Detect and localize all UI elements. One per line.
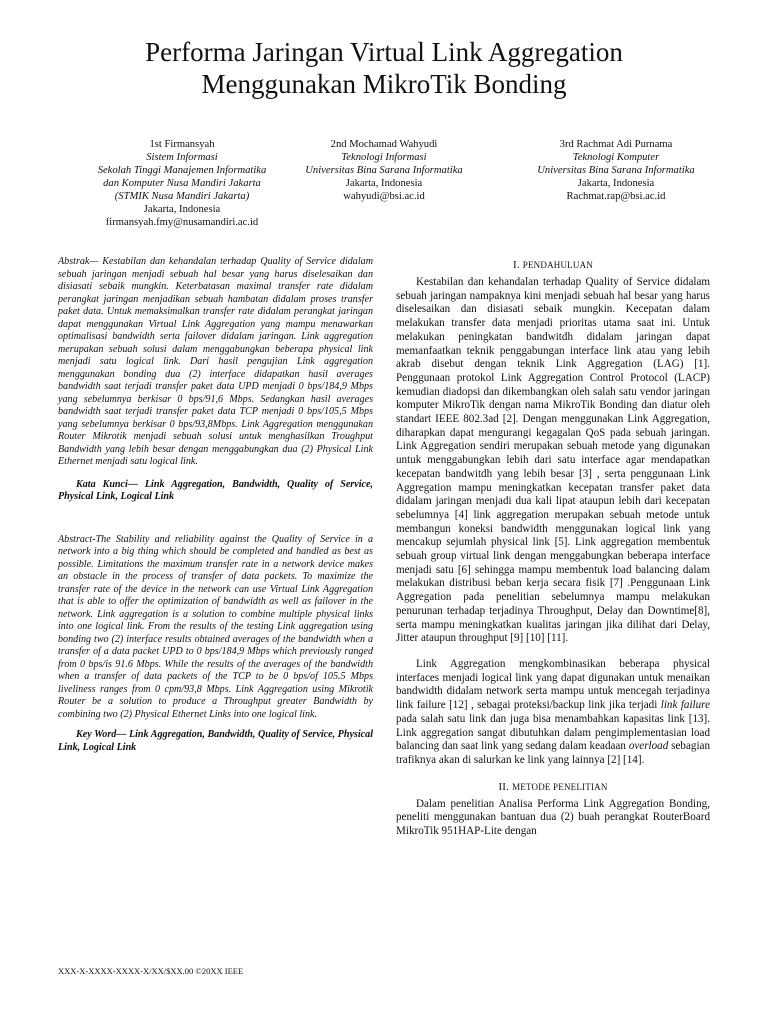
author-city: Jakarta, Indonesia xyxy=(143,204,221,215)
keywords-indonesian: Kata Kunci— Link Aggregation, Bandwidth, Quality of Service, Physical Link, Logical Link xyxy=(58,478,373,502)
author-email: firmansyah.fmy@nusamandiri.ac.id xyxy=(105,217,259,228)
author-affiliation: dan Komputer Nusa Mandiri Jakarta xyxy=(103,178,261,189)
author-affiliation: Sekolah Tinggi Manajemen Informatika xyxy=(97,165,267,176)
author-affiliation: Sistem Informasi xyxy=(146,152,218,163)
title-line-1: Performa Jaringan Virtual Link Aggregation xyxy=(145,37,623,67)
author-name: 3rd Rachmat Adi Purnama xyxy=(559,139,673,150)
author-name: 1st Firmansyah xyxy=(149,139,215,150)
author-block-3 xyxy=(496,138,736,203)
section-numeral: II. xyxy=(498,780,510,793)
author-affiliation: Teknologi Komputer xyxy=(572,152,660,163)
section-title: PENDAHULUAN xyxy=(522,260,593,270)
abstract-english: Abstract-The Stability and reliability against the Quality of Service in a network into a big thing which should be completed and handled as best as possible. Limitations the maximum transfer rate in a network device makes an obstacle in the process of transfer of data packets. To maximize the transfer rate of the device in the network can use Virtual Link Aggregation that is able to offer the optimization of bandwidth as well as failover in the network. Link aggregation is a solution to combine multiple physical links into one logical link. From the results of the testing Link aggregation using bonding two (2) interface results obtained averages of the bandwidth when a transfer of a data packet UPD to 0 bps/184,9 Mbps which previously ranged from 0 bps/is 91.6 Mbps. While the results of the averages of the bandwidth when a transfer of data packets of the TCP to be 0 bps/of 105.5 Mbps liveliness ranges from 0 cpm/93,8 Mbps. Link Aggregation using Mikrotik Router be a solution to produce a Throughput greater Bandwidth by combining two (2) Physical Ethernet Links into one logical link. xyxy=(58,533,373,720)
author-affiliation: Universitas Bina Sarana Informatika xyxy=(537,165,695,176)
author-email: Rachmat.rap@bsi.ac.id xyxy=(566,191,666,202)
author-block-2 xyxy=(264,138,504,203)
emphasis-text: overload xyxy=(628,740,669,753)
author-name: 2nd Mochamad Wahyudi xyxy=(330,139,438,150)
intro-paragraph-1: Kestabilan dan kehandalan terhadap Quality of Service didalam sebuah jaringan nampaknya kini menjadi sebuah hal besar yang harus diselesaikan dan disiasati sebaik mungkin. Kecepatan dalam melakukan transfer data menjadi prioritas utama saat ini. Untuk melakukan peningkatan bandwitdh didalam jaringan dapat memanfaatkan teknik penggabungan interface link atau yang lebih akrab disebut dengan teknik Link Aggregation (LAG) [1]. Penggunaan protokol Link Aggregation Control Protocol (LACP) kemudian diadopsi dan dikembangkan oleh salah satu vendor jaringan komputer MikroTik dengan nama MikroTik Bonding dan diatur oleh standart IEEE 802.3ad [2]. Dengan menggunakan Link Aggregation, diharapkan dapat mengurangi kegagalan QoS pada sebuah jaringan. Link Aggregation sendiri merupakan sebuah metode yang digunakan untuk menggabungkan lebih dari satu interface agar mendapatkan kecepatan bandwitdh yang lebih besar [3] , serta penggunaan Link Aggregation mampu meningkatkan kecepatan transfer paket data didalam jaringan menjadi dua kali lipat ataupun lebih dari kecepatan sebelumnya [4] link aggregation merupakan sebuah metode untuk membangun koneksi bandwidth menggunakan logical link yang mencakup sejumlah physical link [5]. Link aggregation membentuk sebuah group virtual link dengan menggabungkan beberapa interface menjadi satu [6] sehingga mampu membentuk load balancing dalam melakukan distribusi beban kerja secara fisik [7] .Penggunaan Link Aggregation pada penelitian sebelumnya mampu melakukan penurunan terhadap terjadinya Throughput, Delay dan Downtime[8], serta mampu meningkatkan kualitas jaringan jika dilihat dari Delay, Jitter ataupun throughput [9] [10] [11]. xyxy=(396,276,710,645)
emphasis-text: link failure xyxy=(660,699,710,712)
author-affiliation: (STMIK Nusa Mandiri Jakarta) xyxy=(114,191,250,202)
copyright-footer: XXX-X-XXXX-XXXX-X/XX/$XX.00 ©20XX IEEE xyxy=(58,966,244,976)
author-affiliation: Teknologi Informasi xyxy=(341,152,427,163)
text-run: Link Aggregation mengkombinasikan beberapa physical interfaces menjadi logical link yang dapat digunakan untuk menaikan bandwidth didalam network serta mampu untuk mencegah terjadinya link failure [12] , sebagai proteksi/backup link jika terjadi xyxy=(396,657,710,712)
text-run: pada salah satu link dan juga bisa menambahkan kapasitas link [13]. Link aggregation sangat dibutuhkan dalam pengimplementasian load balancing dan saat link yang sedang dalam keadaan xyxy=(396,712,710,753)
section-title: METODE PENELITIAN xyxy=(512,781,608,792)
paper-title xyxy=(40,36,728,100)
author-city: Jakarta, Indonesia xyxy=(345,178,423,189)
methods-paragraph-1: Dalam penelitian Analisa Performa Link Aggregation Bonding, peneliti menggunakan bantuan dua (2) buah perangkat RouterBoard MikroTik 951HAP-Lite dengan xyxy=(396,797,710,838)
author-affiliation: Universitas Bina Sarana Informatika xyxy=(305,165,463,176)
keywords-english: Key Word— Link Aggregation, Bandwidth, Quality of Service, Physical Link, Logical Link xyxy=(58,729,373,753)
title-line-2: Menggunakan MikroTik Bonding xyxy=(201,69,567,99)
right-column xyxy=(396,258,710,839)
author-city: Jakarta, Indonesia xyxy=(577,178,655,189)
intro-paragraph-2 xyxy=(396,658,710,768)
abstract-indonesian: Abstrak— Kestabilan dan kehandalan terhadap Quality of Service didalam sebuah jaringan menjadi sebuah hal besar yang harus diselesaikan dan disiasati sebaik mungkin. Keterbatasan maximal transfer rate didalam perangkat jaringan menjadikan sebuah hambatan didalam proses transfer paket data. Untuk memaksimalkan transfer rate didalam perangkat jaringan dapat menggunakan Virtual Link Aggregation yang mampu menawarkan optimalisasi bandwidth serta failover didalam jaringan. Link aggregation merupakan sebuah solusi dalam menggabungkan beberapa physical link menjadi satu logical link. Dari hasil pengujian Link aggregation menggunakan bonding dua (2) interface didapatkan hasil averages bandwidth saat terjadi transfer paket data UPD menjadi 0 bps/184,9 Mbps yang sebelumnya berkisar 0 bps/91,6 Mbps. Sedangkan hasil averages bandwidth saat terjadi transfer paket data TCP menjadi 0 bps/105,5 Mbps yang sebelumnya berkisar 0 bps/93,8Mbps. Link Aggregation menggunakan Router Mikrotik menjadi sebuah solusi untuk menghasilkan Troughput Bandwidth yang lebih besar dengan menggabungkan dua (2) Physical Link Ethernet menjadi satu logical link. xyxy=(58,256,373,467)
author-email: wahyudi@bsi.ac.id xyxy=(343,191,425,202)
section-heading-methods xyxy=(396,780,710,794)
section-heading-introduction xyxy=(396,258,710,272)
section-numeral: I. xyxy=(513,259,520,271)
text-run: sebagian trafiknya akan di salurkan ke link yang lainnya [2] [14]. xyxy=(396,740,710,766)
left-column xyxy=(58,256,373,754)
